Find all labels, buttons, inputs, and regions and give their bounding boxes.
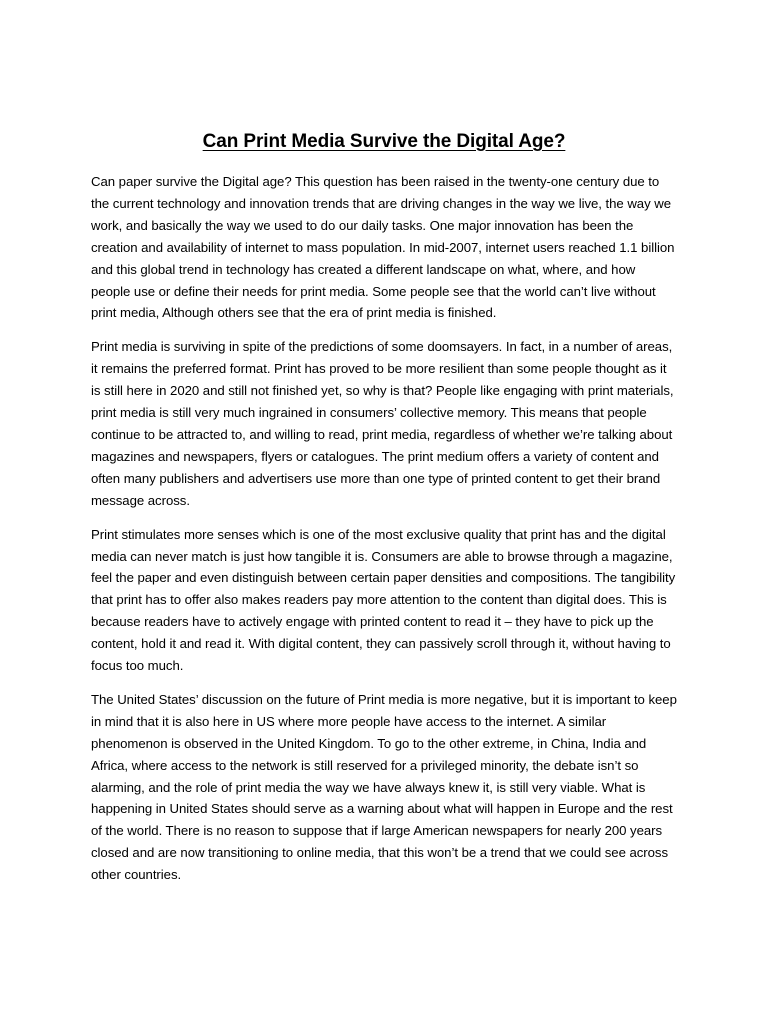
document-body (91, 171, 677, 898)
paragraph-1: Can paper survive the Digital age? This question has been raised in the twenty-one century due to the current technology and innovation trends that are driving changes in the way we live, the way we work, and basically the way we used to do our daily tasks. One major innovation has been the creation and availability of internet to mass population. In mid-2007, internet users reached 1.1 billion and this global trend in technology has created a different landscape on what, where, and how people use or define their needs for print media. Some people see that the world can’t live without print media, Although others see that the era of print media is finished. (91, 174, 675, 321)
document-title: Can Print Media Survive the Digital Age? (202, 131, 566, 152)
paragraph-2: Print media is surviving in spite of the predictions of some doomsayers. In fact, in a number of areas, it remains the preferred format. Print has proved to be more resilient than some people thought as it is still here in 2020 and still not finished yet, so why is that? People like engaging with print materials, print media is still very much ingrained in consumers’ collective memory. This means that people continue to be attracted to, and willing to read, print media, regardless of whether we’re talking about magazines and newspapers, flyers or catalogues. The print medium offers a variety of content and often many publishers and advertisers use more than one type of printed content to get their brand message across. (91, 339, 674, 508)
paragraph-4: The United States’ discussion on the future of Print media is more negative, but it is important to keep in mind that it is also here in US where more people have access to the internet. A similar phenomenon is observed in the United Kingdom. To go to the other extreme, in China, India and Africa, where access to the network is still reserved for a privileged minority, the debate isn’t so alarming, and the role of print media the way we have always knew it, is still very viable. What is happening in United States should serve as a warning about what will happen in Europe and the rest of the world. There is no reason to suppose that if large American newspapers for nearly 200 years closed and are now transitioning to online media, that this won’t be a trend that we could see across other countries. (91, 691, 677, 883)
paragraph-3: Print stimulates more senses which is one of the most exclusive quality that print has and the digital media can never match is just how tangible it is. Consumers are able to browse through a magazine, feel the paper and even distinguish between certain paper densities and compositions. The tangibility that print has to offer also makes readers pay more attention to the content than digital does. This is because readers have to actively engage with printed content to read it – they have to pick up the content, hold it and read it. With digital content, they can passively scroll through it, without having to focus too much. (91, 526, 676, 674)
